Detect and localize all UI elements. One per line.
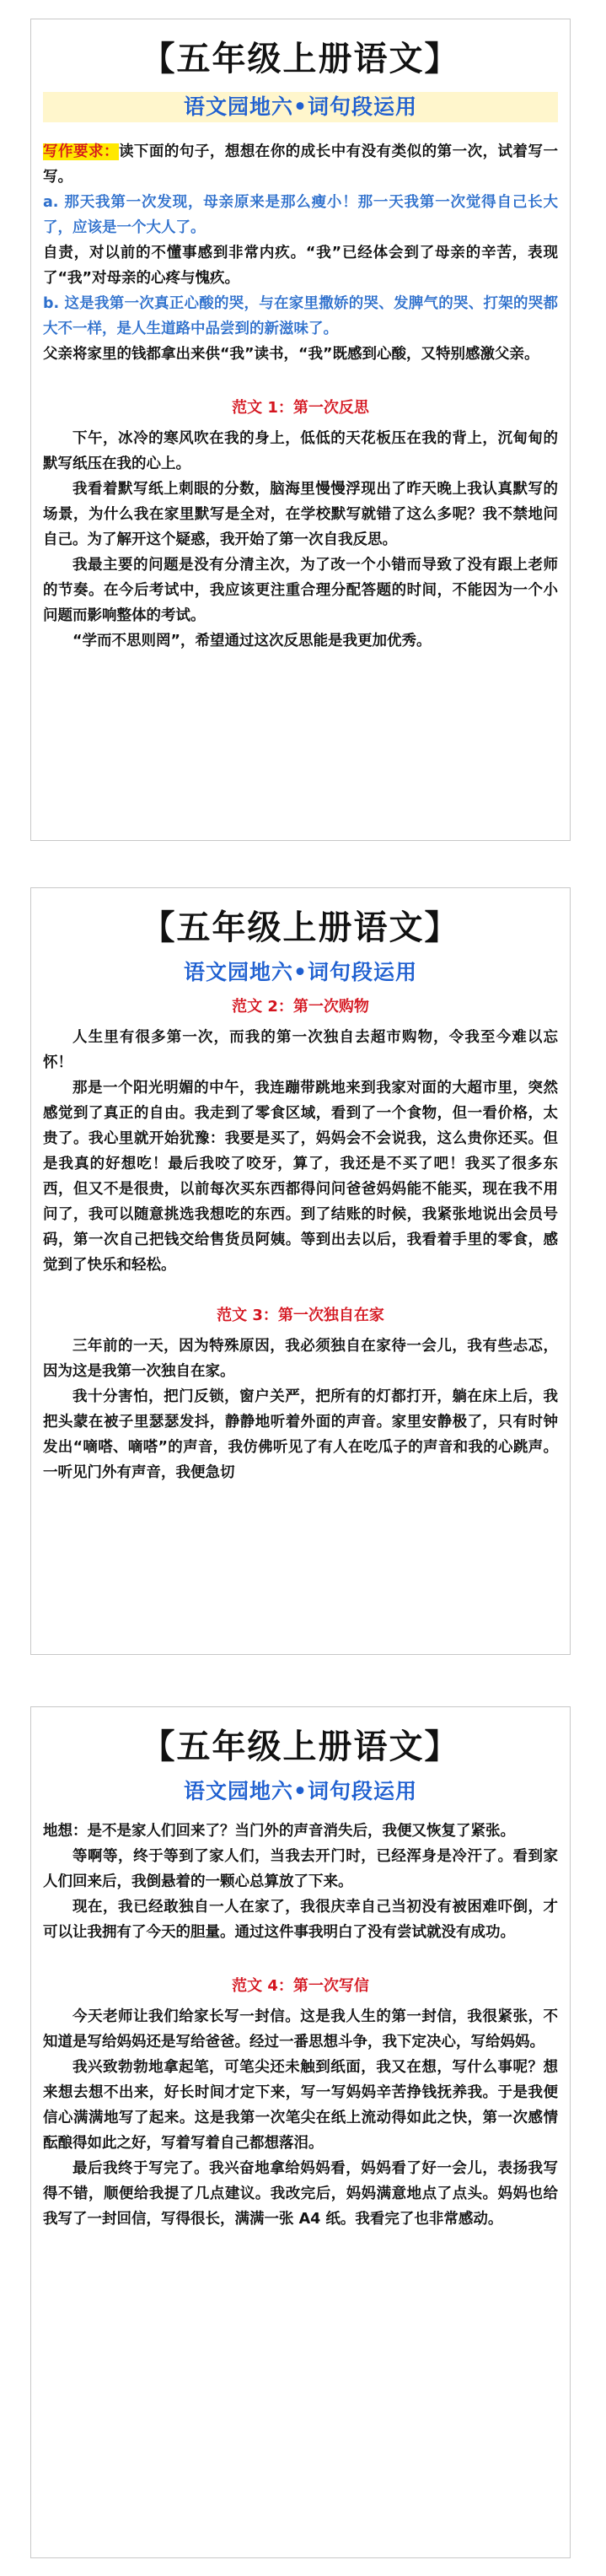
section-title-4: 范文 4：第一次写信 <box>232 1977 369 1995</box>
section2-paragraph-2: 那是一个阳光明媚的中午，我连蹦带跳地来到我家对面的大超市里，突然感觉到了真正的自由。我走到了零食区域，看到了一个食物，但一看价格，太贵了。我心里就开始犹豫：我要是买了，妈妈会不会说我，这么贵你还买。但是我真的好想吃！最后我咬了咬牙，算了，我还是不买了吧！我买了很多东西，但又不是很贵，以前每次买东西都得问问爸爸妈妈能不能买，现在我不用问了，我可以随意挑选我想吃的东西。到了结账的时候，我紧张地说出会员号码，第一次自己把钱交给售货员阿姨。等到出去以后，我看着手里的零食，感觉到了快乐和轻松。 <box>43 1080 558 1274</box>
requirement-label: 写作要求： <box>43 143 119 160</box>
section1-paragraph-1: 下午，冰冷的寒风吹在我的身上，低低的天花板压在我的背上，沉甸甸的默写纸压在我的心上。 <box>43 430 558 472</box>
page-card-3 <box>30 1706 571 2558</box>
section1-paragraph-2: 我看着默写纸上刺眼的分数，脑海里慢慢浮现出了昨天晚上我认真默写的场景，为什么我在家里默写是全对，在学校默写就错了这么多呢？我不禁地问自己。为了解开这个疑惑，我开始了第一次自我反思。 <box>43 481 558 548</box>
section1-paragraph-4: “学而不思则罔”，希望通过这次反思能是我更加优秀。 <box>72 633 432 649</box>
section-title-3: 范文 3：第一次独自在家 <box>217 1307 384 1324</box>
sentence-a: a. 那天我第一次发现，母亲原来是那么瘦小！那一天我第一次觉得自己长大了，应该是一个大人了。 <box>43 194 558 236</box>
section1-paragraph-3: 我最主要的问题是没有分清主次，为了改一个小错而导致了没有跟上老师的节奏。在今后考试中，我应该更注重合理分配答题的时间，不能因为一个小问题而影响整体的考试。 <box>43 557 558 624</box>
sentence-b: b. 这是我第一次真正心酸的哭，与在家里撒娇的哭、发脾气的哭、打架的哭都大不一样，是人生道路中品尝到的新滋味了。 <box>43 295 558 337</box>
page-card-1 <box>30 19 571 841</box>
section-title-1: 范文 1：第一次反思 <box>232 399 369 417</box>
page-title: 【五年级上册语文】 <box>141 1727 460 1766</box>
section4-paragraph-1: 今天老师让我们给家长写一封信。这是我人生的第一封信，我很紧张，不知道是写给妈妈还是写给爸爸。经过一番思想斗争，我下定决心，写给妈妈。 <box>43 2008 558 2051</box>
continuation-paragraph-2: 等啊等，终于等到了家人们，当我去开门时，已经浑身是冷汗了。看到家人们回来后，我倒悬着的一颗心总算放了下来。 <box>43 1848 558 1890</box>
page-subtitle: 语文园地六•词句段运用 <box>43 92 558 122</box>
requirement-text: 读下面的句子，想想在你的成长中有没有类似的第一次，试着写一写。 <box>43 143 559 186</box>
page-title: 【五年级上册语文】 <box>141 908 460 947</box>
page-subtitle: 语文园地六•词句段运用 <box>184 1779 417 1803</box>
section4-paragraph-3: 最后我终于写完了。我兴奋地拿给妈妈看，妈妈看了好一会儿，表扬我写得不错，顺便给我提了几点建议。我改完后，妈妈满意地点了点头。妈妈也给我写了一封回信，写得很长，满满一张 A4 纸。我看完了也非常感动。 <box>43 2160 558 2228</box>
continuation-paragraph-1: 地想：是不是家人们回来了？当门外的声音消失后，我便又恢复了紧张。 <box>43 1823 515 1840</box>
page-title: 【五年级上册语文】 <box>141 39 460 78</box>
requirement-paragraph <box>43 139 558 190</box>
section3-paragraph-1: 三年前的一天，因为特殊原因，我必须独自在家待一会儿，我有些忐忑，因为这是我第一次独自在家。 <box>43 1338 558 1380</box>
explanation-a: 自责，对以前的不懂事感到非常内疚。“我”已经体会到了母亲的辛苦，表现了“我”对母亲的心疼与愧疚。 <box>43 245 558 287</box>
section-title-2: 范文 2：第一次购物 <box>232 998 369 1016</box>
continuation-block <box>43 1819 558 1945</box>
requirement-block <box>43 139 558 367</box>
section3-paragraph-2: 我十分害怕，把门反锁，窗户关严，把所有的灯都打开，躺在床上后，我把头蒙在被子里瑟瑟发抖，静静地听着外面的声音。家里安静极了，只有时钟发出“嘀嗒、嘀嗒”的声音，我仿佛听见了有人在吃瓜子的声音和我的心跳声。一听见门外有声音，我便急切 <box>43 1388 558 1481</box>
explanation-b: 父亲将家里的钱都拿出来供“我”读书，“我”既感到心酸，又特别感激父亲。 <box>43 346 539 363</box>
page-card-2 <box>30 887 571 1655</box>
page-subtitle: 语文园地六•词句段运用 <box>184 960 417 984</box>
section4-paragraph-2: 我兴致勃勃地拿起笔，可笔尖还未触到纸面，我又在想，写什么事呢？想来想去想不出来，好长时间才定下来，写一写妈妈辛苦挣钱抚养我。于是我便信心满满地写了起来。这是我第一次笔尖在纸上流动得如此之快，第一次感情酝酿得如此之好，写着写着自己都想落泪。 <box>43 2059 558 2152</box>
continuation-paragraph-3: 现在，我已经敢独自一人在家了，我很庆幸自己当初没有被困难吓倒，才可以让我拥有了今天的胆量。通过这件事我明白了没有尝试就没有成功。 <box>43 1899 558 1941</box>
section2-paragraph-1: 人生里有很多第一次，而我的第一次独自去超市购物，令我至今难以忘怀！ <box>43 1029 558 1071</box>
